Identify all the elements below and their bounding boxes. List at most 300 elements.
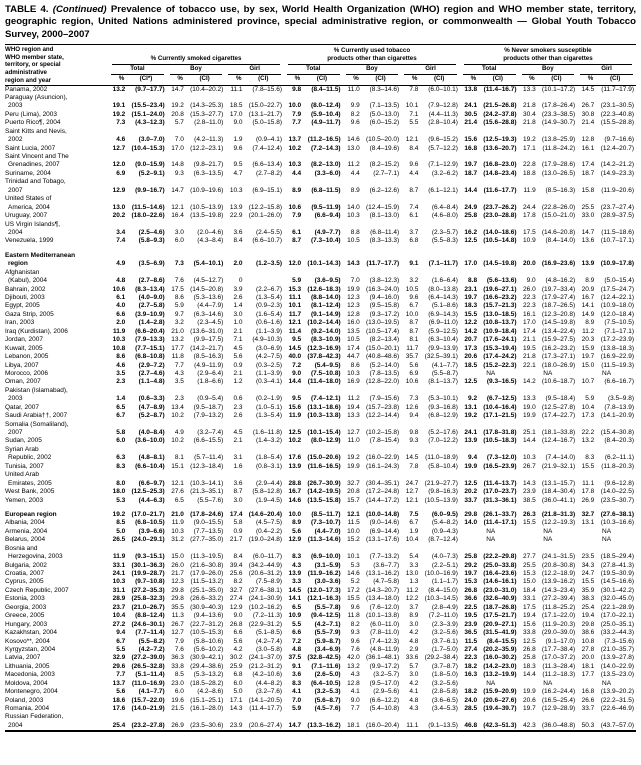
ci-value: (12.4–15.9) (365, 203, 400, 211)
ci-value: (17.1–21.5) (483, 412, 517, 420)
ci-value: (2.8–4.9) (431, 603, 458, 611)
ci-value: (3.2–6.2) (431, 169, 458, 177)
table-row (5, 111, 636, 119)
row-label-line: Eastern Mediterranean (5, 251, 76, 259)
ci-value: (26.5–32.8) (131, 662, 165, 670)
row-label-line: Tunisia, 2007 (5, 462, 44, 470)
subgroup-header (577, 65, 636, 75)
percent-value: 7.9 (292, 110, 302, 118)
ci-value: (7.4–12.3) (369, 637, 400, 645)
percent-value: 4.0 (116, 302, 126, 310)
row-label (5, 286, 108, 294)
ci-value: (13.2–19.9) (483, 671, 517, 679)
percent-value: 10.2 (171, 437, 184, 445)
percent-value: 19.9 (347, 285, 360, 293)
percent-value: 17.6 (112, 705, 126, 713)
na-value: NA (486, 536, 496, 544)
row-label-line: Iraq (Kurdistan), 2006 (5, 327, 68, 335)
ci-value: (14.3–23.4) (541, 586, 576, 594)
subgroup-header (284, 65, 343, 75)
percent-value: 14.3 (523, 479, 536, 487)
row-label (5, 353, 108, 361)
percent-value: 12.7 (347, 429, 360, 437)
ci-value: (3.9–6.6) (138, 527, 165, 535)
percent-value: 21.7 (229, 536, 243, 544)
percent-value: 17.6 (288, 454, 302, 462)
column-group-title-line: % Never smokers susceptible (504, 46, 592, 54)
row-label (5, 680, 108, 688)
percent-value: 15.8 (581, 186, 595, 194)
ci-value: (9.5–11.9) (311, 203, 341, 211)
percent-value: 15.3 (523, 570, 536, 578)
percent-value: 24.1 (112, 570, 126, 578)
percent-value: 26.8 (464, 586, 478, 594)
percent-value: 6.6 (116, 310, 126, 318)
percent-value: 8.9 (585, 277, 595, 285)
percent-value: 14.4 (523, 671, 536, 679)
percent-value: 14.4 (523, 437, 536, 445)
percent-value: 14.0 (464, 519, 478, 527)
row-label-line: Kazakhstan, 2004 (5, 629, 58, 637)
ci-value: (17.8–26.4) (541, 102, 576, 110)
ci-value: (1.9–4.5) (255, 496, 282, 504)
ci-value: (1.3–5.4) (255, 294, 282, 302)
percent-value: 10.0 (288, 102, 302, 110)
row-label-line: Peru (Lima), 2003 (5, 110, 58, 118)
ci-value: (11.2–16.5) (307, 136, 341, 144)
percent-value: 4.5 (233, 429, 243, 437)
percent-value: 9.0 (350, 696, 360, 704)
row-label-line: Emirates, 2005 (8, 479, 52, 487)
ci-value: (17.0–21.7) (131, 510, 165, 518)
ci-value: (6.8–10.8) (135, 353, 165, 361)
ci-value: (2.7–7.1) (373, 169, 400, 177)
row-label-line: Saint Lucia, 2007 (5, 144, 56, 152)
percent-value: 13.2 (347, 662, 360, 670)
percent-value: 27.2 (112, 620, 126, 628)
row-label-line: Gaza Strip, 2005 (5, 310, 54, 318)
ci-value: (4.0–8.4) (138, 429, 165, 437)
ci-value: (10.8–13.7) (483, 319, 517, 327)
row-label (5, 237, 108, 245)
ci-value: (7.1–12.9) (428, 161, 458, 169)
ci-value: (2.9–5.6) (373, 688, 400, 696)
row-label-line: Saint Kitts and Nevis, (5, 127, 67, 135)
ci-value: (0.9–4.3) (431, 527, 458, 535)
ci-value: (15.4–30.8) (600, 429, 634, 437)
ci-value: (29.2–38.4) (424, 654, 458, 662)
table-row (5, 94, 636, 111)
ci-value: (6.0–11.0) (370, 620, 400, 628)
percent-value: 6.6 (292, 629, 302, 637)
percent-value: 22.5 (464, 603, 478, 611)
percent-value: 9.5 (292, 395, 302, 403)
ci-value: (13.1–15.7) (541, 479, 576, 487)
subgroup-header (343, 65, 402, 75)
percent-value: 21.0 (171, 327, 184, 335)
ci-value: (7.4–12.4) (252, 144, 282, 152)
ci-value: (5.9–12.5) (428, 327, 458, 335)
ci-value: (7.4–12.1) (310, 395, 341, 403)
ci-value: (3.6–7.7) (373, 561, 400, 569)
percent-value: 12.9 (288, 536, 302, 544)
percent-value: 1.9 (233, 136, 243, 144)
percent-value: 11.8 (171, 353, 184, 361)
ci-value: (25.8–32.3) (131, 595, 165, 603)
ci-value: (11.6–16.5) (307, 462, 341, 470)
ci-value: (36.1–48.1) (365, 654, 400, 662)
ci-value: (21.9–32.1) (541, 462, 576, 470)
percent-value: 17.2 (347, 586, 360, 594)
ci-value: (10.9–19.6) (190, 186, 224, 194)
row-label-line: Afghanistan (5, 268, 40, 276)
ci-value: (9.3–15.1) (135, 553, 165, 561)
percent-value: 12.5 (464, 237, 478, 245)
row-label (5, 587, 108, 595)
ci-value: (21.8–31.3) (541, 510, 576, 518)
ci-value: (17.9–27.4) (541, 294, 576, 302)
percent-value: 38.3 (581, 595, 595, 603)
percent-value: 14.1 (581, 302, 595, 310)
ci-value: (15.7–23.8) (365, 403, 400, 411)
percent-value: 23.9 (464, 620, 478, 628)
row-label-line: Uruguay, 2007 (5, 212, 48, 220)
row-label-line: Latvia, 2007 (5, 654, 41, 662)
ci-value: (12.5–25.3) (131, 488, 165, 496)
percent-value: 33.1 (523, 595, 536, 603)
percent-value: 32.7 (347, 479, 360, 487)
percent-value: 9.6 (350, 603, 360, 611)
percent-value: 9.1 (292, 662, 302, 670)
percent-value: 6.0 (174, 237, 184, 245)
percent-value: 29.8 (171, 586, 184, 594)
percent-value: 3.0 (233, 496, 243, 504)
percent-value: 13.9 (229, 203, 243, 211)
ci-value: (4.7–8.9) (138, 403, 165, 411)
percent-value: 12.2 (464, 319, 478, 327)
percent-value: 22.3 (464, 654, 478, 662)
percent-value: 6.9 (409, 369, 419, 377)
ci-value: (5.5–8.7) (431, 369, 458, 377)
percent-value: 18.1 (347, 721, 360, 729)
percent-value: 8.3 (585, 454, 595, 462)
ci-value: (7.5–8.9) (255, 578, 282, 586)
ci-value: (6.6–10.4) (135, 462, 165, 470)
ci-value: (7.1–17.1) (604, 327, 634, 335)
percent-value: 20.6 (464, 353, 478, 361)
row-label-line: 2007 (8, 429, 23, 437)
ci-value: (3.0–5.8) (255, 645, 282, 653)
ci-value: (11.9–20.6) (601, 186, 634, 194)
row-label (5, 578, 108, 586)
percent-value: 12.8 (347, 679, 360, 687)
ci-value: (0.3–4.1) (255, 378, 282, 386)
percent-value: 42.0 (347, 654, 360, 662)
percent-value: 8.1 (409, 336, 419, 344)
ci-value: (15.3–19.4) (483, 344, 517, 352)
ci-value: (6.8–10.5) (135, 519, 165, 527)
percent-value: 8.1 (174, 454, 184, 462)
ci-value (242, 269, 284, 286)
ci-value: (11.0–16.9) (131, 679, 165, 687)
percent-value: 17.3 (581, 412, 595, 420)
column-group-header (460, 46, 636, 65)
percent-value: 7.3 (116, 119, 126, 127)
percent-value: 21.0 (171, 510, 184, 518)
percent-value: 4.3 (409, 705, 419, 713)
ci-value: (24.6–30.1) (131, 620, 165, 628)
percent-value: 28.9 (112, 595, 126, 603)
ci-value: (42.3–51.3) (483, 721, 517, 729)
row-label (5, 646, 108, 654)
ci-value: (9.5–18.7) (193, 403, 224, 411)
ci-value: (16.5–25.4) (541, 696, 576, 704)
percent-value: 5.3 (350, 561, 360, 569)
percent-value: 12.7 (405, 488, 419, 496)
region-summary-row (5, 511, 636, 519)
percent-value: 18.2 (464, 662, 478, 670)
ci-value: (11.5–14.6) (131, 203, 165, 211)
percent-value: 4.1 (292, 688, 302, 696)
percent-value: 11.0 (347, 85, 360, 93)
row-label (5, 294, 108, 302)
ci-value: (11.8–20.3) (601, 462, 634, 470)
percent-value: 25.6 (229, 570, 243, 578)
ci-value: (11.2–18.3) (542, 671, 576, 679)
percent-header: % (519, 75, 536, 85)
ci-value: (7.2–14.3) (310, 144, 341, 152)
percent-value: 23.7 (112, 603, 126, 611)
ci-value: (6.2–12.6) (369, 186, 400, 194)
percent-value: 10.9 (288, 612, 302, 620)
percent-value: 33.8 (523, 629, 536, 637)
percent-value: 7.9 (292, 212, 302, 220)
row-label-line: Puerto Rico¶, 2004 (5, 119, 61, 127)
ci-value: (5.8–12.8) (252, 488, 282, 496)
percent-value: 15.7 (347, 496, 360, 504)
percent-value: 13.3 (523, 85, 536, 93)
row-label-line: Kuwait, 2005 (5, 344, 43, 352)
percent-value: 19.2 (112, 110, 126, 118)
na-value: NA (543, 527, 553, 535)
percent-value: 16.3 (464, 671, 478, 679)
percent-value: 6.7 (409, 302, 419, 310)
percent-value: 6.5 (174, 496, 184, 504)
table-row (5, 671, 636, 679)
percent-value: 4.8 (409, 637, 419, 645)
ci-value: (17.2–23.9) (600, 336, 634, 344)
percent-value: 15.1 (171, 462, 184, 470)
percent-value: 12.5 (464, 479, 478, 487)
ci-value: (6.4–8.4) (431, 203, 458, 211)
ci-value: (9.7–10.8) (135, 578, 165, 586)
ci-value: (4.8–11.9) (370, 645, 400, 653)
ci-value: (13.5–19.8) (190, 212, 224, 220)
percent-value: 38.5 (523, 496, 536, 504)
ci-value: (20.9–27.1) (483, 620, 517, 628)
percent-value: 11.9 (288, 412, 302, 420)
ci-value: (30.1–42.2) (600, 586, 634, 594)
percent-value: 25.9 (229, 662, 243, 670)
percent-value: 11.9 (523, 186, 536, 194)
ci-value: (17.9–28.6) (541, 161, 576, 169)
ci-value: (5.5–8.3) (431, 237, 458, 245)
percent-value: 7.4 (116, 237, 126, 245)
ci-value: (2.8–11.0) (194, 119, 224, 127)
percent-value: 24.1 (464, 102, 478, 110)
ci-value: (10.3–16.6) (600, 519, 634, 527)
percent-value: 20.8 (347, 488, 360, 496)
ci-value: (8.1–13.0) (369, 212, 400, 220)
ci-value: (17.0–22.1) (600, 612, 634, 620)
percent-value: 20.8 (171, 110, 184, 118)
row-label (5, 412, 108, 420)
ci-value: (1.3–5.4) (255, 412, 282, 420)
table-row (5, 221, 636, 238)
ci-value: (1.0–5.1) (255, 403, 282, 411)
percent-value: 17.3 (464, 344, 478, 352)
ci-value: (5.2–9.1) (138, 169, 165, 177)
ci-value: (5.8–9.3) (138, 237, 165, 245)
percent-value: 18.5 (464, 361, 478, 369)
percent-value: 6.8 (233, 671, 243, 679)
percent-value: 3.9 (233, 285, 243, 293)
row-label (5, 612, 108, 620)
percent-value: 19.1 (112, 102, 126, 110)
row-label-line: 2002 (8, 136, 23, 144)
percent-value: 27.4 (464, 645, 478, 653)
percent-value: 8.7 (292, 237, 302, 245)
percent-value: 10.3 (229, 186, 243, 194)
ci-value: (5.6–10.2) (193, 645, 224, 653)
ci-value: (17.3–27.1) (541, 353, 576, 361)
table-row (5, 705, 636, 713)
percent-value: 6.5 (116, 403, 126, 411)
table-row (5, 621, 636, 629)
row-label-line: Yemen, 2003 (5, 496, 44, 504)
ci-value: (10.5–13.9) (424, 496, 458, 504)
percent-value: 10.8 (112, 344, 126, 352)
ci-value: (7.4–14.0) (545, 454, 576, 462)
percent-value: 19.4 (347, 403, 360, 411)
ci-value: (6.6–10.7) (252, 237, 282, 245)
percent-value: 9.4 (468, 454, 478, 462)
table-row (5, 269, 636, 286)
ci-value: (4.4–7.0) (314, 527, 341, 535)
table-row (5, 497, 636, 505)
percent-value: 12.9 (229, 603, 243, 611)
percent-header: % (108, 75, 125, 85)
ci-value: (6.4–10.5) (310, 679, 341, 687)
subgroup-header-label: Girl (404, 65, 457, 75)
percent-value: 12.1 (171, 479, 184, 487)
ci-value: (3.8–12.3) (369, 277, 400, 285)
ci-value: (6.9–10.0) (310, 553, 341, 561)
percent-value: 10.3 (112, 578, 126, 586)
percent-value: 10.4 (405, 536, 419, 544)
percent-value: 16.1 (523, 310, 536, 318)
ci-value: (17.8–31.8) (483, 429, 517, 437)
table-row (5, 437, 636, 445)
ci-value: (4.2–7.1) (314, 620, 341, 628)
percent-value: 5.0 (116, 527, 126, 535)
percent-value: 22.2 (581, 429, 595, 437)
table-row (5, 604, 636, 612)
ci-value: (12.2–18.9) (541, 570, 576, 578)
ci-value: (13.9–16.2) (541, 578, 576, 586)
na-value: NA (602, 369, 612, 377)
ci-value: (14.2–21.7) (190, 344, 224, 352)
ci-value: (27.2–39.4) (541, 595, 576, 603)
row-label-line: Iran, 2003 (5, 319, 35, 327)
row-label-line: Greece, 2005 (5, 612, 45, 620)
percent-value: 15.0 (171, 553, 184, 561)
percent-value: 10.3 (288, 161, 302, 169)
percent-value: 0.6 (233, 395, 243, 403)
percent-value: 20.0 (581, 654, 595, 662)
ci-value: (27.6–38.1) (248, 586, 282, 594)
percent-value: 11.3 (171, 612, 184, 620)
row-label-line: Kyrgyzstan, 2004 (5, 645, 56, 653)
ci-value: (12.3–18.4) (190, 462, 224, 470)
ci-value: (11.4–18.0) (307, 378, 341, 386)
ci-value: (4.3–12.3) (135, 119, 165, 127)
ci-value: (12.9–28.9) (541, 705, 576, 713)
ci-value: (5.5–7.8) (314, 603, 341, 611)
ci-value: (5.3–13.2) (193, 671, 224, 679)
ci-value: (13.6–20.7) (483, 144, 517, 152)
ci-value: (14.5–16.6) (600, 578, 634, 586)
table-row (5, 387, 636, 404)
percent-value: 10.6 (112, 285, 126, 293)
percent-value: 11.0 (347, 437, 360, 445)
ci-value: (8.4–20.3) (604, 437, 634, 445)
ci-value: (6.0–15.2) (369, 119, 400, 127)
percent-value: 12.6 (405, 403, 419, 411)
ci-value: (9.2–14.0) (310, 327, 341, 335)
percent-value: 50.3 (581, 721, 595, 729)
ci-value: (6.6–20.4) (135, 327, 165, 335)
ci-value: (8.5–11.7) (311, 510, 341, 518)
percent-value: 31.2 (171, 536, 184, 544)
percent-value: 14.5 (581, 85, 595, 93)
ci-value: (11.4–16.7) (483, 85, 517, 93)
ci-value: (8.8–12.4) (135, 612, 165, 620)
column-group-title-line: products other than cigarettes (327, 54, 417, 62)
percent-value: 3.1 (233, 454, 243, 462)
percent-value: 5.7 (174, 119, 184, 127)
ci-value: (23.0–28.8) (483, 212, 517, 220)
row-label-line: Estonia, 2003 (5, 595, 45, 603)
percent-value: 23.9 (229, 721, 243, 729)
row-label-line: 2007 (8, 186, 23, 194)
ci-value: (17.0–37.2) (541, 654, 576, 662)
ci-value: (10.1–13.8) (365, 612, 400, 620)
percent-value: 23.0 (171, 679, 184, 687)
percent-value: 0.9 (233, 527, 243, 535)
ci-value: (4.5–7.6) (314, 705, 341, 713)
ci-value: (14.5–19.8) (541, 319, 576, 327)
percent-value: 15.5 (581, 462, 595, 470)
percent-value: 12.1 (288, 319, 302, 327)
percent-value: 23.5 (581, 553, 595, 561)
ci-value: (12.3–16.9) (307, 344, 341, 352)
ci-value: (3.2–5.6) (431, 629, 458, 637)
row-label-line: Lebanon, 2005 (5, 353, 49, 361)
percent-value: 7.8 (409, 462, 419, 470)
percent-value: 17.0 (523, 319, 536, 327)
ci-value: (1.1–3.9) (255, 327, 282, 335)
